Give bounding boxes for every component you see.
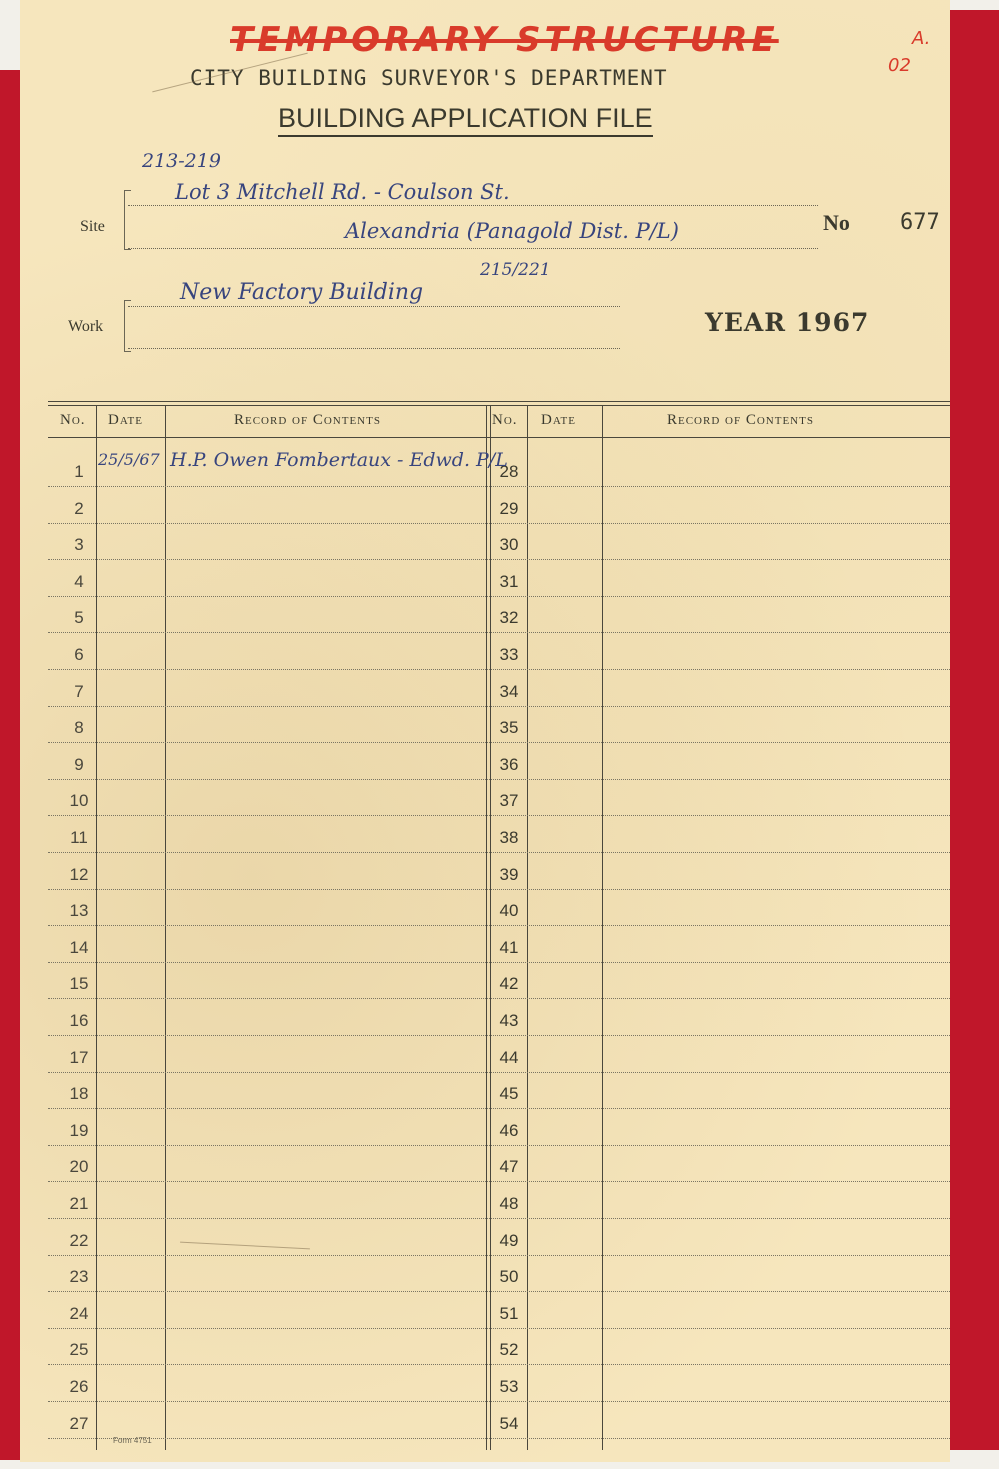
header-record-right: Record of Contents [667,412,814,428]
row-number-right: 36 [499,755,519,774]
table-row-rule [48,998,950,999]
table-row-rule [48,962,950,963]
row-number-left: 23 [69,1267,89,1286]
row-number-left: 24 [69,1304,89,1323]
row-number-left: 17 [69,1048,89,1067]
table-row-rule [48,1145,950,1146]
row-number-left: 18 [69,1084,89,1103]
corner-reference-number: 02 [888,55,911,76]
row-number-right: 54 [499,1414,519,1433]
row-number-left: 14 [69,938,89,957]
table-row-rule [48,596,950,597]
table-row-rule [48,706,950,707]
row-number-right: 48 [499,1194,519,1213]
table-row-rule [48,925,950,926]
table-row-rule [48,559,950,560]
form-number: Form 4751 [113,1436,152,1445]
site-bracket [124,190,131,250]
row-number-left: 19 [69,1121,89,1140]
row-number-right: 29 [499,499,519,518]
col-divider-date [165,405,166,1450]
row-number-right: 41 [499,938,519,957]
table-row-rule [48,1181,950,1182]
work-line-1 [128,306,620,307]
row-number-right: 38 [499,828,519,847]
col-divider-date-right [602,405,603,1450]
row-number-left: 20 [69,1157,89,1176]
file-title: BUILDING APPLICATION FILE [278,103,653,137]
row-number-left: 7 [74,682,84,701]
table-row-rule [48,669,950,670]
row-number-right: 33 [499,645,519,664]
work-description: New Factory Building [180,280,424,305]
table-row-rule [48,1072,950,1073]
table-row-rule [48,1255,950,1256]
row-number-right: 52 [499,1340,519,1359]
row-number-left: 15 [69,974,89,993]
row-number-left: 16 [69,1011,89,1030]
row-number-right: 49 [499,1231,519,1250]
row-number-left: 5 [74,608,84,627]
row-number-right: 28 [499,462,519,481]
file-year: YEAR 1967 [705,308,870,337]
right-binding-spine [950,10,999,1450]
row-number-right: 37 [499,791,519,810]
row-number-right: 50 [499,1267,519,1286]
table-row-rule [48,852,950,853]
row-number-right: 34 [499,682,519,701]
header-date-right: Date [541,412,576,428]
header-date-left: Date [108,412,143,428]
table-top-rule [48,401,950,402]
row-number-right: 43 [499,1011,519,1030]
row-number-left: 2 [74,499,84,518]
row-number-left: 10 [69,791,89,810]
table-row-rule [48,742,950,743]
table-row-rule [48,1438,950,1439]
row-number-left: 25 [69,1340,89,1359]
row-number-left: 11 [70,828,88,847]
site-address-line-1: Lot 3 Mitchell Rd. - Coulson St. [175,180,510,204]
col-divider-middle-b [490,405,491,1450]
table-row-rule [48,1035,950,1036]
table-row-rule [48,486,950,487]
row-number-right: 45 [499,1084,519,1103]
header-rule [48,437,950,438]
table-row-rule [48,523,950,524]
corner-reference-letter: A. [912,28,931,49]
table-row-rule [48,815,950,816]
table-row-rule [48,1364,950,1365]
col-divider-no-right [527,405,528,1450]
table-row-rule [48,1108,950,1109]
row-number-right: 30 [499,535,519,554]
table-top-rule-inner [48,405,950,406]
row-number-right: 53 [499,1377,519,1396]
row-number-right: 39 [499,865,519,884]
header-no-left: No. [60,412,86,428]
row-number-left: 3 [74,535,84,554]
row-number-left: 1 [74,462,84,481]
site-label: Site [80,218,105,235]
table-row-rule [48,1218,950,1219]
row-number-left: 21 [69,1194,89,1213]
site-alt-number-note: 215/221 [480,260,551,280]
file-number: 677 [900,210,940,235]
table-row-rule [48,632,950,633]
work-bracket [124,300,131,352]
entry-1-record: H.P. Owen Fombertaux - Edwd. P/L [170,449,508,471]
row-number-left: 26 [69,1377,89,1396]
header-record-left: Record of Contents [234,412,381,428]
site-line-2 [128,248,818,249]
site-address-line-2: Alexandria (Panagold Dist. P/L) [345,219,679,243]
row-number-left: 8 [74,718,84,737]
department-heading: CITY BUILDING SURVEYOR'S DEPARTMENT [190,66,668,90]
row-number-right: 46 [499,1121,519,1140]
entry-1-date: 25/5/67 [98,450,160,469]
row-number-left: 22 [69,1231,89,1250]
row-number-left: 6 [74,645,84,664]
row-number-right: 47 [499,1157,519,1176]
row-number-left: 13 [69,901,89,920]
col-divider-no [96,405,97,1450]
work-label: Work [68,318,104,335]
table-row-rule [48,1291,950,1292]
row-number-right: 40 [499,901,519,920]
row-number-right: 32 [499,608,519,627]
row-number-right: 42 [499,974,519,993]
file-number-label: No [823,210,850,235]
row-number-right: 44 [499,1048,519,1067]
row-number-right: 51 [499,1304,519,1323]
table-row-rule [48,1328,950,1329]
work-line-2 [128,348,620,349]
row-number-left: 4 [74,572,84,591]
row-number-right: 31 [499,572,519,591]
row-number-left: 9 [74,755,84,774]
site-line-1 [128,205,818,206]
col-divider-middle-a [486,405,487,1450]
table-row-rule [48,1401,950,1402]
row-number-right: 35 [499,718,519,737]
header-no-right: No. [492,412,518,428]
table-row-rule [48,889,950,890]
site-number-note: 213-219 [142,150,221,172]
row-number-left: 27 [69,1414,89,1433]
row-number-left: 12 [69,865,89,884]
table-row-rule [48,779,950,780]
struck-out-stamp: TEMPORARY STRUCTURE [230,20,779,60]
